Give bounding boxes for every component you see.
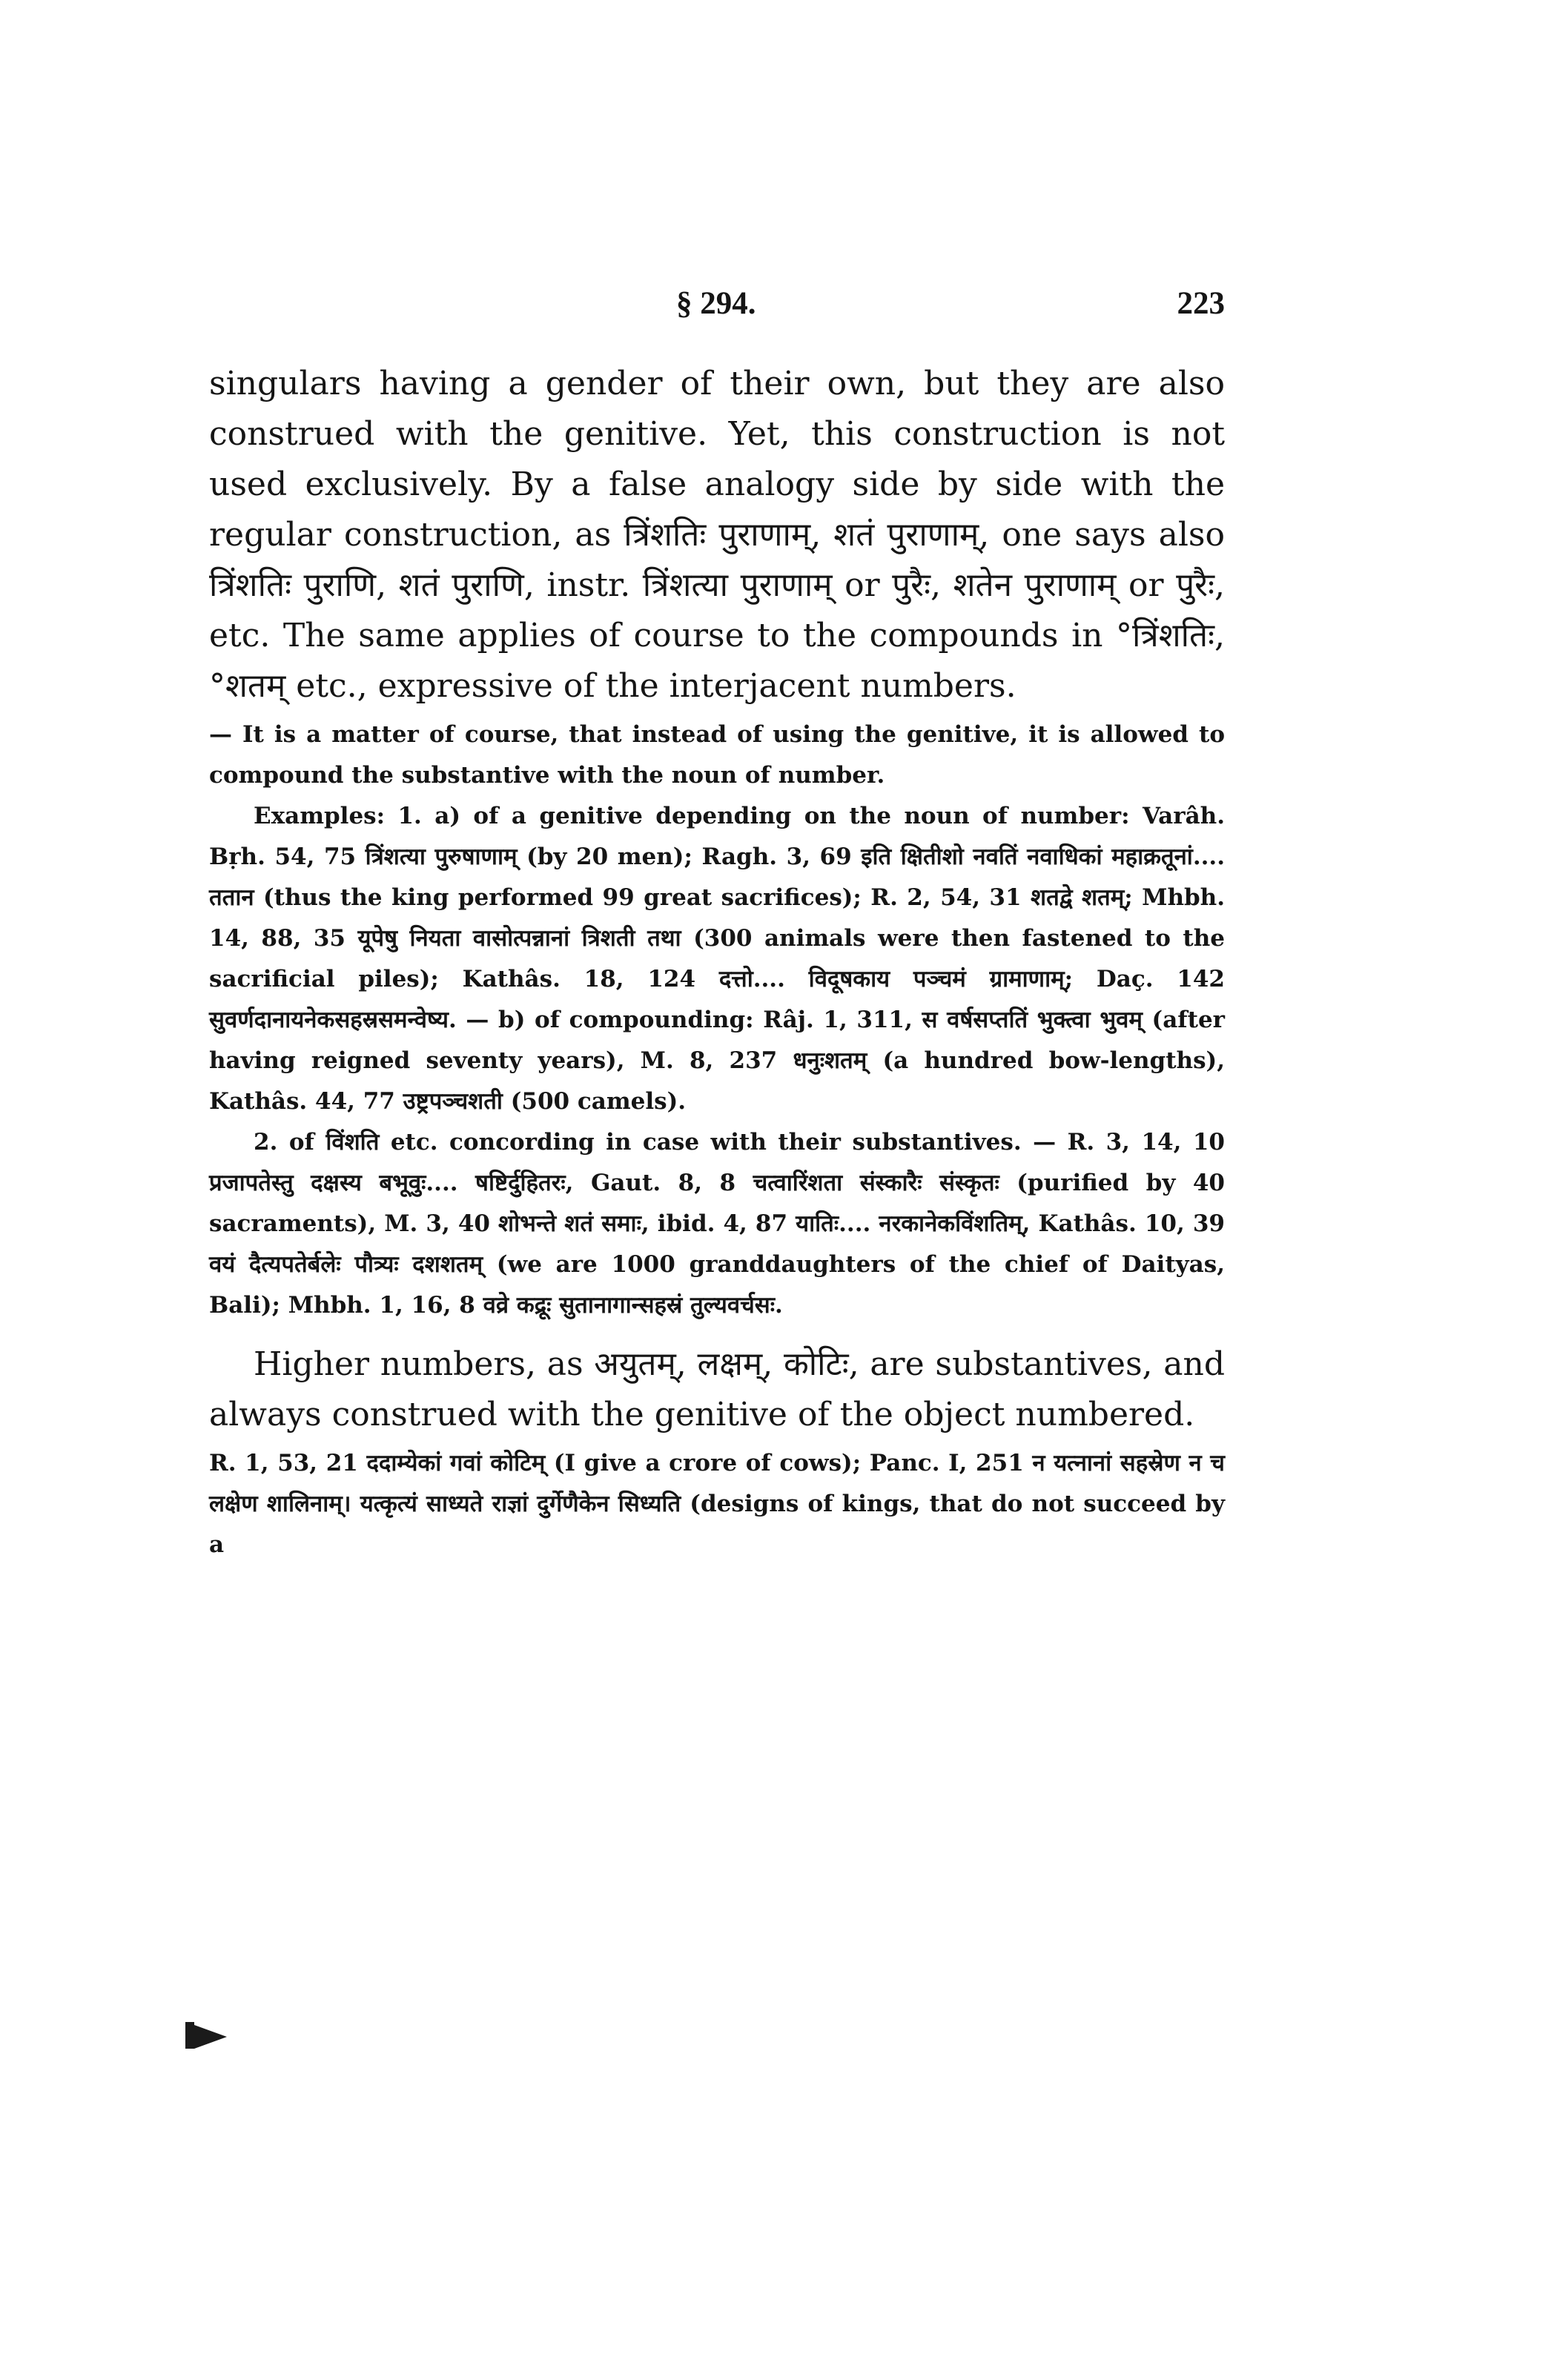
- paragraph-higher-numbers-examples: R. 1, 53, 21 ददाम्येकां गवां कोटिम् (I give a crore of cows); Panc. I, 251 न यत्नानां सहस्रेण न च लक्षेण शालिनाम्। यत्कृत्यं साध्यते राज्ञां दुर्गेणैकेन सिध्यति (designs of kings, that do not succeed by a: [209, 1450, 1225, 1558]
- paragraph-higher-numbers: Higher numbers, as अयुतम्, लक्षम्, कोटिः, are substantives, and always construed with the genitive of the object numbered.: [209, 1345, 1225, 1433]
- paragraph-examples-2: 2. of विंशति etc. concording in case with their substantives. — R. 3, 14, 10 प्रजापतेस्तु दक्षस्य बभूवुः.... षष्टिर्दुहितरः, Gaut. 8, 8 चत्वारिंशता संस्कारैः संस्कृतः (purified by 40 sacraments), M. 3, 40 शोभन्ते शतं समाः, ibid. 4, 87 यातिः.... नरकानेकविंशतिम्, Kathâs. 10, 39 वयं दैत्यपतेर्बलेः पौत्र्यः दशशतम् (we are 1000 granddaughters of the chief of Daityas, Bali); Mhbh. 1, 16, 8 वव्रे कद्रूः सुतानागान्सहस्रं तुल्यवर्चसः.: [209, 1129, 1225, 1319]
- paragraph-main: singulars having a gender of their own, but they are also construed with the genitive. Yet, this construction is not used exclusively. By a false analogy side by side with the regular construction, as त्रिंशतिः पुराणाम्, शतं पुराणाम्, one says also त्रिंशतिः पुराणि, शतं पुराणि, instr. त्रिंशत्या पुराणाम् or पुरैः, शतेन पुराणाम् or पुरैः, etc. The same applies of course to the compounds in °त्रिंशतिः, °शतम् etc., expressive of the interjacent numbers.: [209, 365, 1225, 705]
- running-head: [209, 285, 1225, 337]
- paragraph-examples-1: Examples: 1. a) of a genitive depending on the noun of number: Varâh. Bṛh. 54, 75 त्रिंशत्या पुरुषाणाम् (by 20 men); Ragh. 3, 69 इति क्षितीशो नवतिं नवाधिकां महाक्रतूनां.... ततान (thus the king performed 99 great sacrifices); R. 2, 54, 31 शतद्वे शतम्; Mhbh. 14, 88, 35 यूपेषु नियता वासोत्पन्नानां त्रिशती तथा (300 animals were then fastened to the sacrificial piles); Kathâs. 18, 124 दत्तो.... विदूषकाय पञ्चमं ग्रामाणाम्; Daç. 142 सुवर्णदानायनेकसहस्रसमन्वेष्य. — b) of compounding: Râj. 1, 311, स वर्षसप्ततिं भुक्त्वा भुवम् (after having reigned seventy years), M. 8, 237 धनुःशतम् (a hundred bow-lengths), Kathâs. 44, 77 उष्ट्रपञ्चशती (500 camels).: [209, 803, 1225, 1115]
- page-corner-mark: [185, 2022, 227, 2049]
- page-body: [209, 348, 1225, 1565]
- paragraph-note: — It is a matter of course, that instead of using the genitive, it is allowed to compound the substantive with the noun of number.: [209, 721, 1225, 789]
- section-number: § 294.: [676, 286, 756, 321]
- page-number: 223: [1177, 286, 1225, 321]
